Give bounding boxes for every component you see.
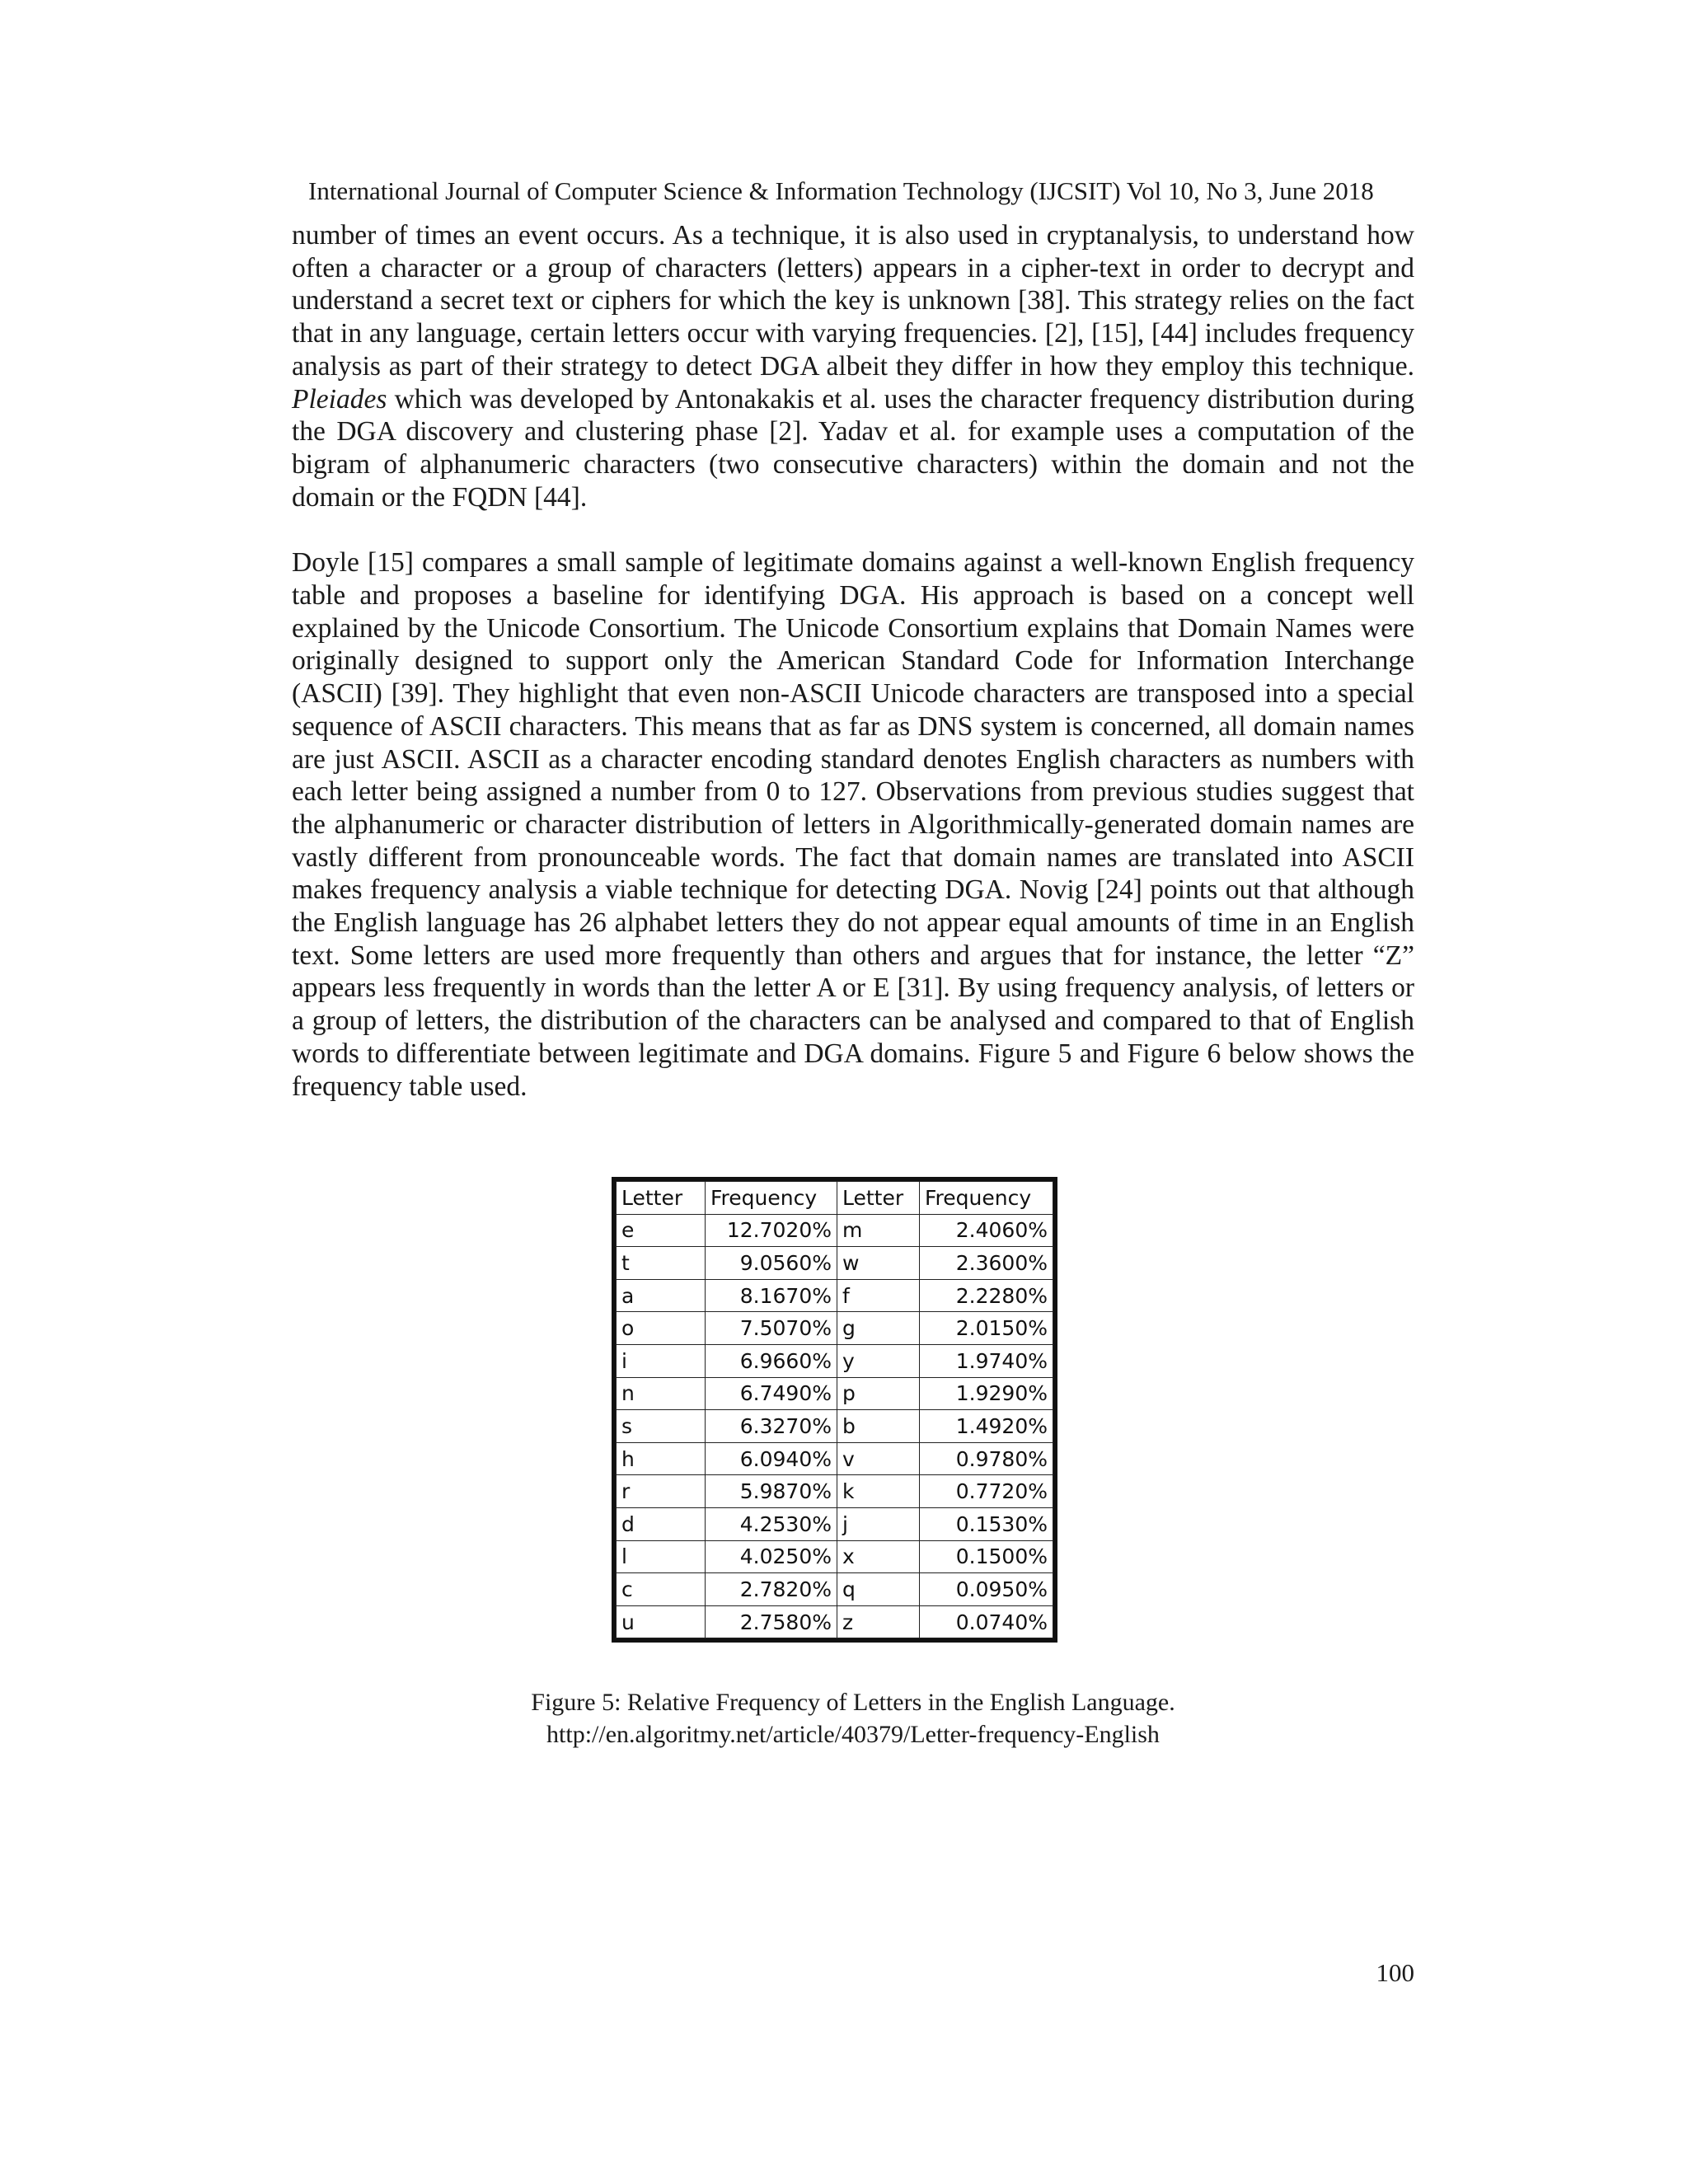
caption-source-url: http://en.algoritmy.net/article/40379/Letter-frequency-English — [546, 1721, 1160, 1748]
running-header: International Journal of Computer Science & Information Technology (IJCSIT) Vol 10, No 3, June 2018 — [308, 176, 1374, 205]
letter-cell: j — [837, 1507, 920, 1540]
frequency-cell: 0.7720% — [920, 1475, 1053, 1508]
frequency-cell: 0.0950% — [920, 1573, 1053, 1606]
frequency-cell: 5.9870% — [706, 1475, 837, 1508]
table-row — [617, 1279, 1053, 1312]
letter-cell: a — [617, 1279, 706, 1312]
pleiades-italic: Pleiades — [292, 383, 387, 415]
frequency-cell: 0.9780% — [920, 1442, 1053, 1475]
letter-cell: m — [837, 1214, 920, 1247]
table-row — [617, 1573, 1053, 1606]
table-row — [617, 1344, 1053, 1377]
frequency-cell: 2.0150% — [920, 1312, 1053, 1345]
table-row — [617, 1410, 1053, 1443]
table-body — [617, 1214, 1053, 1638]
table-row — [617, 1442, 1053, 1475]
letter-cell: d — [617, 1507, 706, 1540]
frequency-cell: 7.5070% — [706, 1312, 837, 1345]
frequency-cell: 2.7580% — [706, 1605, 837, 1638]
frequency-cell: 12.7020% — [706, 1214, 837, 1247]
table-header-row — [617, 1182, 1053, 1215]
letter-cell: c — [617, 1573, 706, 1606]
letter-cell: g — [837, 1312, 920, 1345]
letter-cell: s — [617, 1410, 706, 1443]
frequency-cell: 6.9660% — [706, 1344, 837, 1377]
letter-cell: v — [837, 1442, 920, 1475]
letter-cell: o — [617, 1312, 706, 1345]
letter-cell: b — [837, 1410, 920, 1443]
table-row — [617, 1247, 1053, 1280]
frequency-cell: 2.4060% — [920, 1214, 1053, 1247]
frequency-cell: 9.0560% — [706, 1247, 837, 1280]
table-row — [617, 1214, 1053, 1247]
paragraph-doyle: Doyle [15] compares a small sample of legitimate domains against a well-known English frequency table and proposes a baseline for identifying DGA. His approach is based on a concept well explained by the Unicode Consortium. The Unicode Consortium explains that Domain Names were originally designed to support only the American Standard Code for Information Interchange (ASCII) [39]. They highlight that even non-ASCII Unicode characters are transposed into a special sequence of ASCII characters. This means that as far as DNS system is concerned, all domain names are just ASCII. ASCII as a character encoding standard denotes English characters as numbers with each letter being assigned a number from 0 to 127. Observations from previous studies suggest that the alphanumeric or character distribution of letters in Algorithmically-generated domain names are vastly different from pronounceable words. The fact that domain names are translated into ASCII makes frequency analysis a viable technique for detecting DGA. Novig [24] points out that although the English language has 26 alphabet letters they do not appear equal amounts of time in an English text. Some letters are used more frequently than others and argues that for instance, the letter “Z” appears less frequently in words than the letter A or E [31]. By using frequency analysis, of letters or a group of letters, the distribution of the characters can be analysed and compared to that of English words to differentiate between legitimate and DGA domains. Figure 5 and Figure 6 below shows the frequency table used. — [292, 547, 1414, 1102]
frequency-cell: 6.7490% — [706, 1377, 837, 1410]
caption-title: Figure 5: Relative Frequency of Letters in the English Language. — [531, 1689, 1175, 1716]
page-number: 100 — [1376, 1958, 1414, 1987]
letter-cell: e — [617, 1214, 706, 1247]
letter-cell: q — [837, 1573, 920, 1606]
frequency-cell: 2.2280% — [920, 1279, 1053, 1312]
frequency-cell: 2.3600% — [920, 1247, 1053, 1280]
letter-cell: p — [837, 1377, 920, 1410]
frequency-cell: 4.0250% — [706, 1540, 837, 1573]
frequency-cell: 0.1530% — [920, 1507, 1053, 1540]
frequency-cell: 8.1670% — [706, 1279, 837, 1312]
letter-cell: l — [617, 1540, 706, 1573]
letter-cell: y — [837, 1344, 920, 1377]
table-row — [617, 1540, 1053, 1573]
table-row — [617, 1605, 1053, 1638]
column-header: Letter — [837, 1182, 920, 1215]
letter-cell: k — [837, 1475, 920, 1508]
column-header: Frequency — [920, 1182, 1053, 1215]
column-header: Letter — [617, 1182, 706, 1215]
body-text — [292, 219, 1414, 1136]
frequency-cell: 4.2530% — [706, 1507, 837, 1540]
table-row — [617, 1377, 1053, 1410]
frequency-cell: 1.9290% — [920, 1377, 1053, 1410]
frequency-cell: 6.0940% — [706, 1442, 837, 1475]
letter-cell: x — [837, 1540, 920, 1573]
frequency-cell: 0.0740% — [920, 1605, 1053, 1638]
paragraph-frequency-analysis — [292, 219, 1414, 513]
frequency-cell: 1.9740% — [920, 1344, 1053, 1377]
letter-cell: h — [617, 1442, 706, 1475]
letter-cell: z — [837, 1605, 920, 1638]
letter-cell: i — [617, 1344, 706, 1377]
column-header: Frequency — [706, 1182, 837, 1215]
figure-caption — [292, 1686, 1414, 1750]
table-row — [617, 1507, 1053, 1540]
table-row — [617, 1475, 1053, 1508]
frequency-cell: 1.4920% — [920, 1410, 1053, 1443]
table-row — [617, 1312, 1053, 1345]
letter-cell: n — [617, 1377, 706, 1410]
figure-5-table — [612, 1177, 1057, 1643]
frequency-cell: 6.3270% — [706, 1410, 837, 1443]
letter-frequency-table — [616, 1181, 1053, 1638]
paragraph-1-text-a: number of times an event occurs. As a technique, it is also used in cryptanalysis, to understand how often a character or a group of characters (letters) appears in a cipher-text in order to decrypt and understand a secret text or ciphers for which the key is unknown [38]. This strategy relies on the fact that in any language, certain letters occur with varying frequencies. [2], [15], [44] includes frequency analysis as part of their strategy to detect DGA albeit they differ in how they employ this technique. — [292, 220, 1414, 382]
letter-cell: f — [837, 1279, 920, 1312]
frequency-cell: 2.7820% — [706, 1573, 837, 1606]
letter-cell: r — [617, 1475, 706, 1508]
frequency-cell: 0.1500% — [920, 1540, 1053, 1573]
letter-cell: w — [837, 1247, 920, 1280]
paragraph-1-text-b: which was developed by Antonakakis et al. uses the character frequency distribution during the DGA discovery and clustering phase [2]. Yadav et al. for example uses a computation of the bigram of alphanumeric characters (two consecutive characters) within the domain and not the domain or the FQDN [44]. — [292, 383, 1414, 513]
letter-cell: t — [617, 1247, 706, 1280]
letter-cell: u — [617, 1605, 706, 1638]
